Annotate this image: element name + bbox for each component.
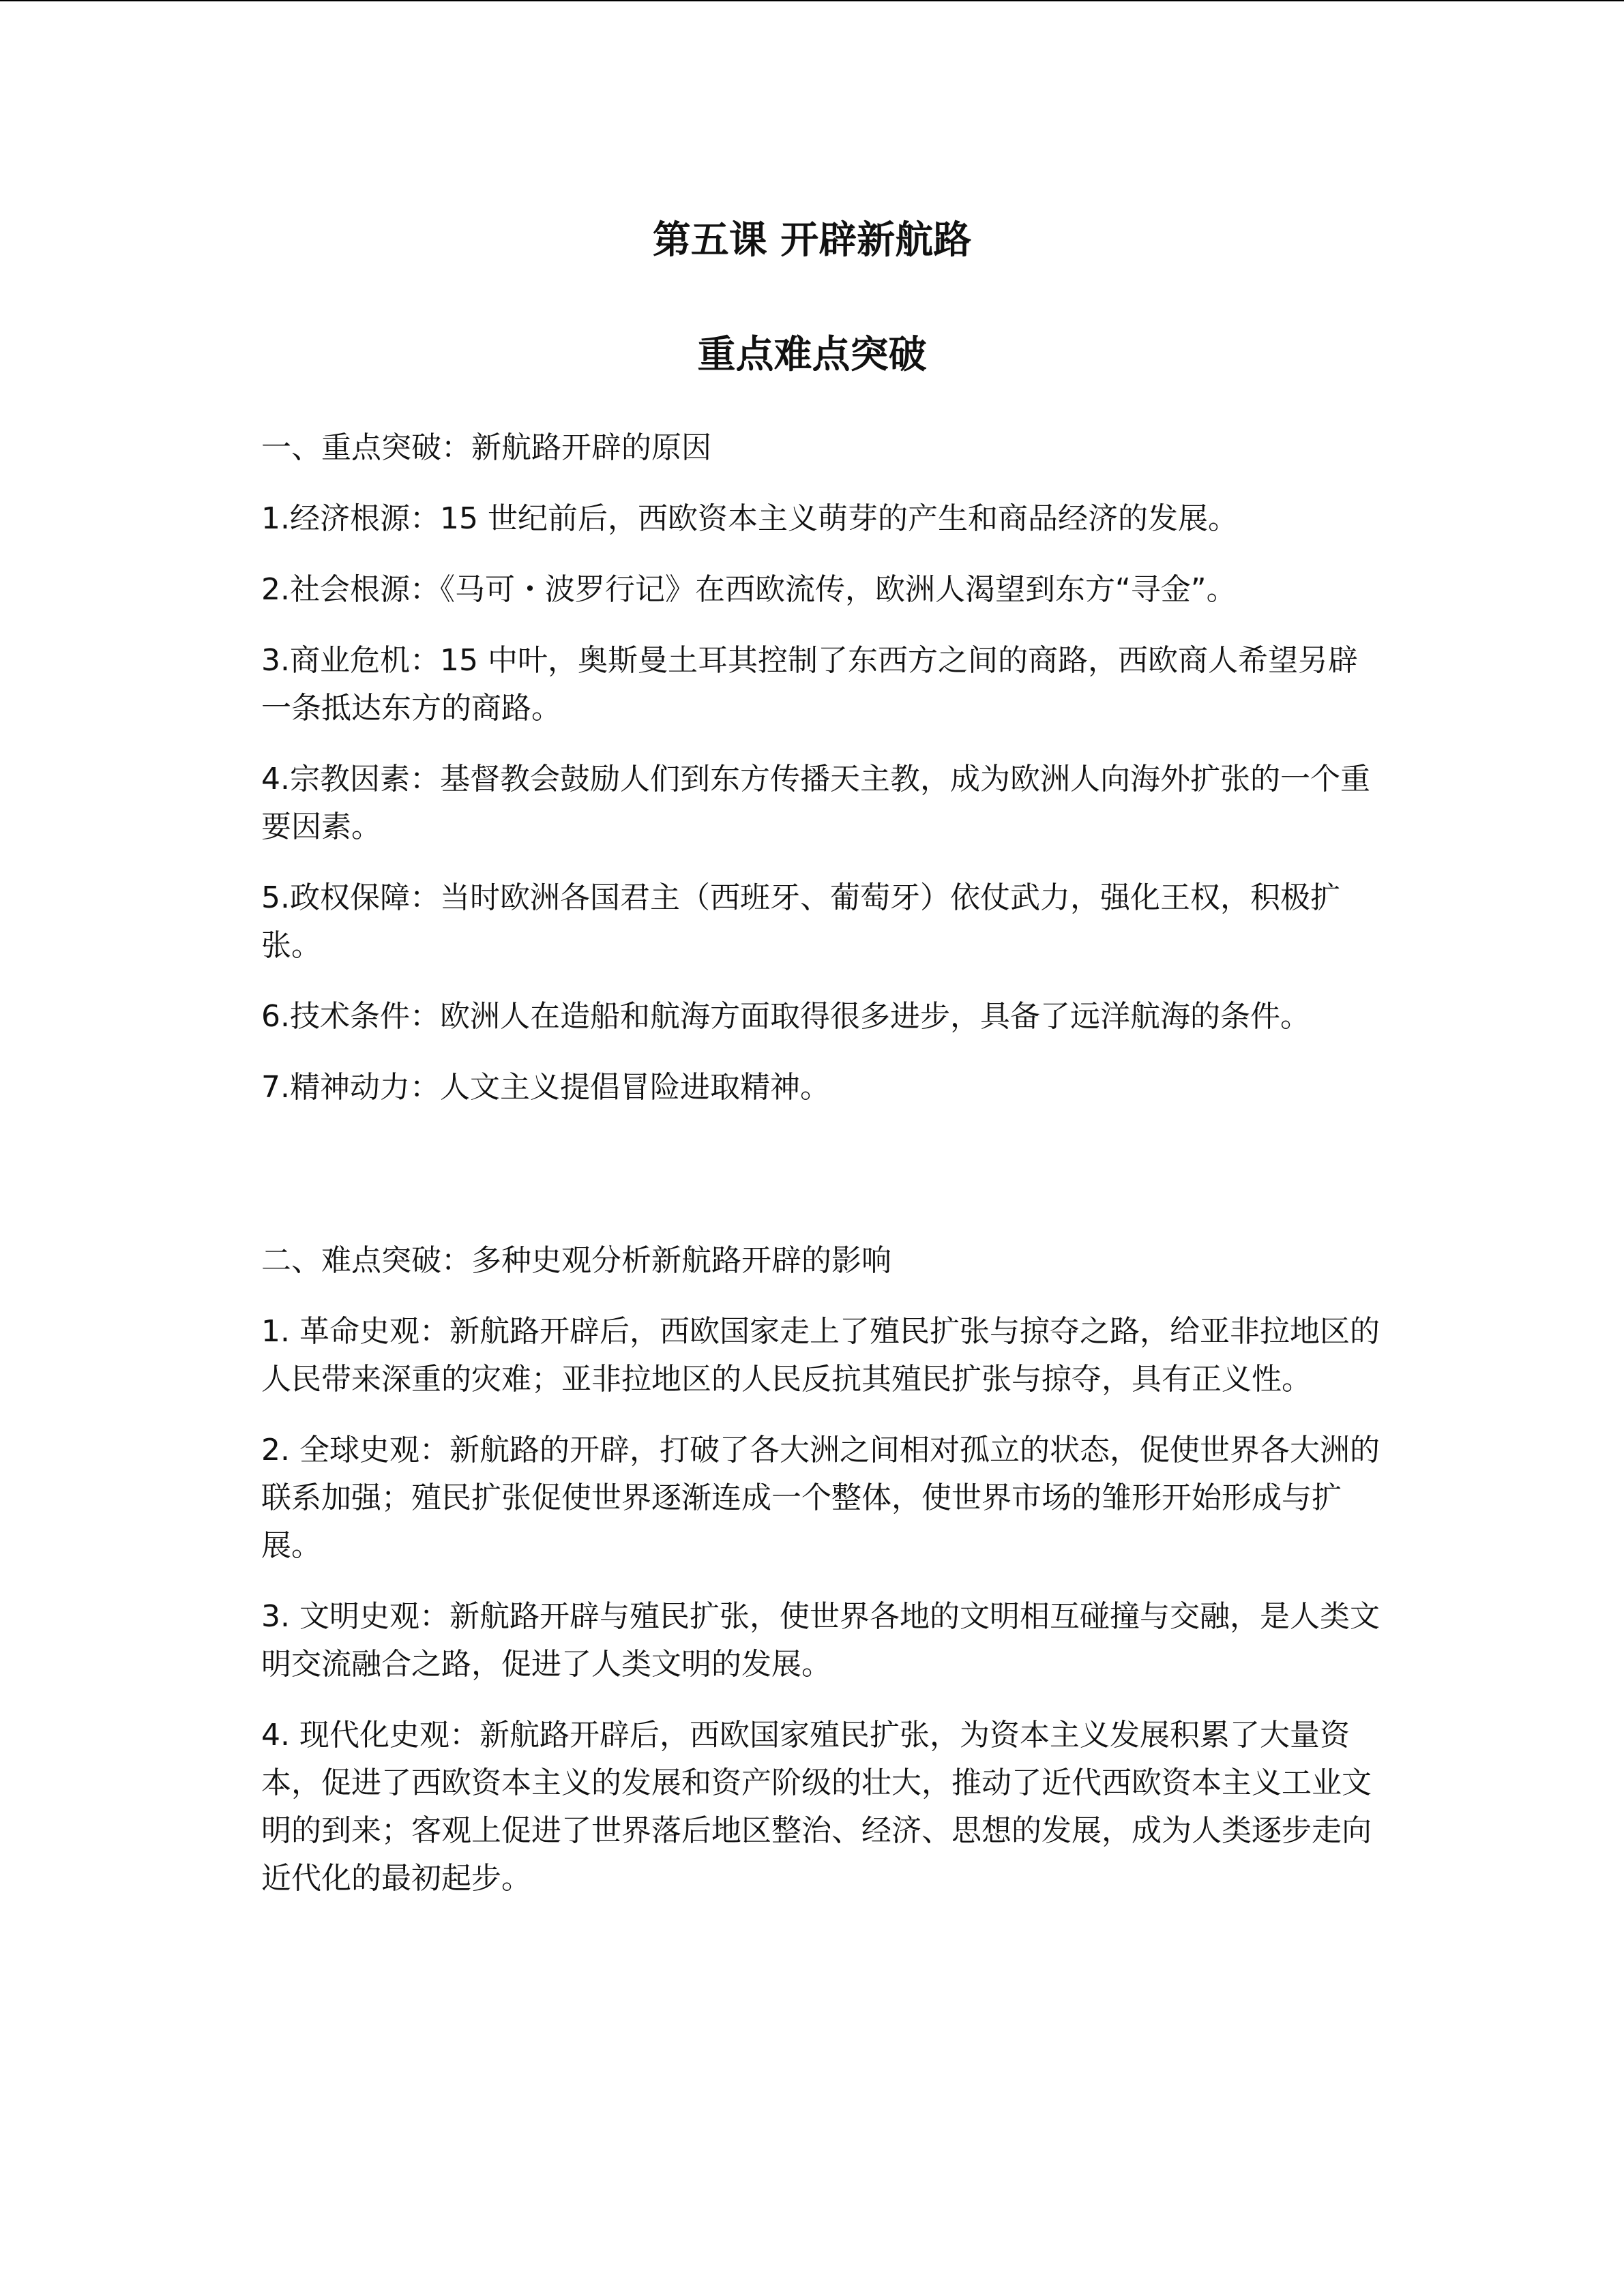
- list-item: 4. 现代化史观：新航路开辟后，西欧国家殖民扩张，为资本主义发展积累了大量资本，促进了西欧资本主义的发展和资产阶级的壮大，推动了近代西欧资本主义工业文明的到来；客观上促进了世界落后地区整治、经济、思想的发展，成为人类逐步走向近代化的最初起步。: [261, 1718, 1372, 1896]
- list-item: 1. 革命史观：新航路开辟后，西欧国家走上了殖民扩张与掠夺之路，给亚非拉地区的人民带来深重的灾难；亚非拉地区的人民反抗其殖民扩张与掠夺，具有正义性。: [261, 1314, 1380, 1397]
- section-heading-key-points: 一、重点突破：新航路开辟的原因: [261, 430, 711, 465]
- section-heading-difficult-points: 二、难点突破：多种史观分析新航路开辟的影响: [261, 1243, 891, 1278]
- list-item: 5.政权保障：当时欧洲各国君主（西班牙、葡萄牙）依仗武力，强化王权，积极扩张。: [261, 880, 1340, 963]
- page-subtitle: 重点难点突破: [697, 333, 927, 377]
- page-title: 第五课 开辟新航路: [652, 218, 972, 263]
- list-item: 4.宗教因素：基督教会鼓励人们到东方传播天主教，成为欧洲人向海外扩张的一个重要因素。: [261, 762, 1370, 844]
- document-body: [261, 424, 1380, 1926]
- list-item: 2.社会根源：《马可・波罗行记》在西欧流传，欧洲人渴望到东方“寻金”。: [261, 572, 1237, 607]
- list-item: 3. 文明史观：新航路开辟与殖民扩张，使世界各地的文明相互碰撞与交融，是人类文明交流融合之路，促进了人类文明的发展。: [261, 1599, 1380, 1682]
- list-item: 1.经济根源：15 世纪前后，西欧资本主义萌芽的产生和商品经济的发展。: [261, 501, 1238, 536]
- list-item: 7.精神动力：人文主义提倡冒险进取精神。: [261, 1070, 830, 1105]
- section-spacer: [261, 1135, 1380, 1237]
- list-item: 3.商业危机：15 中叶，奥斯曼土耳其控制了东西方之间的商路，西欧商人希望另辟一条抵达东方的商路。: [261, 643, 1358, 726]
- list-item: 6.技术条件：欧洲人在造船和航海方面取得很多进步，具备了远洋航海的条件。: [261, 999, 1310, 1034]
- list-item: 2. 全球史观：新航路的开辟，打破了各大洲之间相对孤立的状态，促使世界各大洲的联系加强；殖民扩张促使世界逐渐连成一个整体，使世界市场的雏形开始形成与扩展。: [261, 1433, 1380, 1563]
